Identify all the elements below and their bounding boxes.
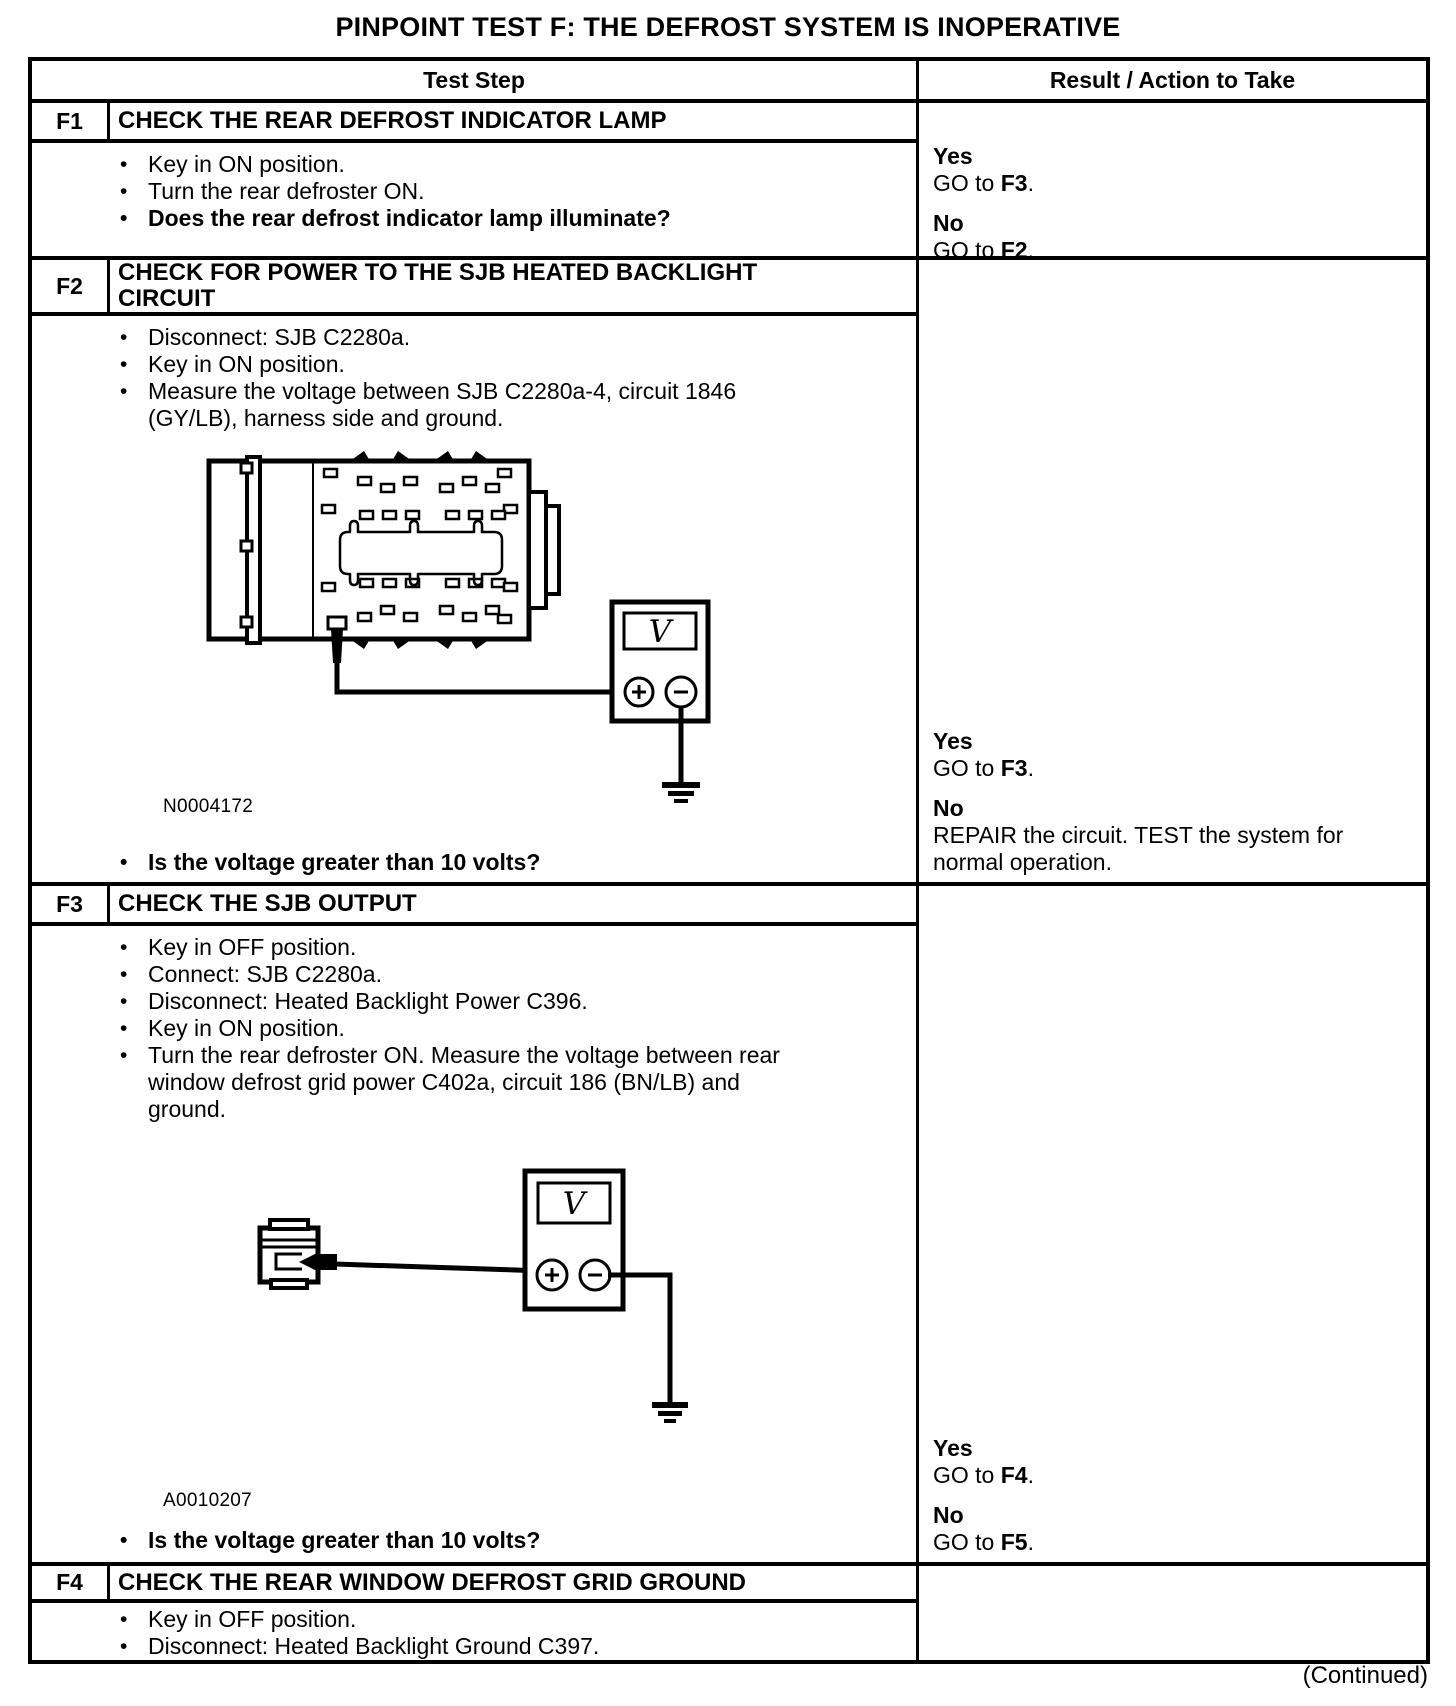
result-yes: Yes GO to F4. [933, 1435, 1034, 1488]
list-item: • Key in ON position. [120, 351, 345, 377]
bullet-marker: • [120, 207, 128, 230]
step-f1-title: CHECK THE REAR DEFROST INDICATOR LAMP [118, 107, 667, 134]
step-f3 [32, 882, 1426, 1562]
step-f3-title-row [32, 886, 916, 926]
list-item: • Connect: SJB C2280a. [120, 961, 382, 987]
voltmeter [525, 1171, 623, 1309]
ground-symbol [652, 1402, 688, 1423]
sjb-connector-voltmeter-figure [200, 449, 720, 819]
column-header-test-step: Test Step [423, 66, 525, 93]
column-header-result-action: Result / Action to Take [916, 61, 1426, 99]
bullet-marker: • [120, 380, 128, 403]
step-f4-title-row [32, 1566, 916, 1603]
step-f4 [32, 1562, 1426, 1660]
bullet-marker: • [120, 936, 128, 959]
step-f2 [32, 256, 1426, 882]
bullet-marker: • [120, 1608, 128, 1631]
bullet-marker: • [120, 963, 128, 986]
list-item: • Measure the voltage between SJB C2280a-4, circuit 1846 (GY/LB), harness side and ground. [120, 378, 737, 431]
list-item: • Key in OFF position. [120, 934, 357, 960]
step-f4-result-cell [916, 1566, 1426, 1660]
bullet-marker: • [120, 353, 128, 376]
grid-connector-voltmeter-figure [255, 1166, 695, 1438]
test-lead-wire [337, 659, 625, 692]
plus-terminal [625, 678, 653, 706]
list-item: • Turn the rear defroster ON. [120, 178, 425, 204]
step-f4-instructions [32, 1603, 916, 1660]
voltmeter [612, 602, 708, 721]
step-f4-test-column [32, 1566, 916, 1660]
step-f4-id: F4 [32, 1566, 110, 1599]
list-item: • Key in ON position. [120, 151, 345, 177]
list-item: • Turn the rear defroster ON. Measure the voltage between rear window defrost grid power C402a, circuit 186 (BN/LB) and ground. [120, 1042, 780, 1122]
grid-power-connector [260, 1220, 318, 1288]
voltmeter-symbol: V [648, 614, 672, 650]
step-f3-result-cell [916, 886, 1426, 1562]
result-no: No GO to F5. [933, 1502, 1034, 1555]
step-f2-result-cell [916, 260, 1426, 882]
bullet-marker: • [120, 1044, 128, 1067]
plus-terminal [537, 1260, 567, 1290]
step-f1-title-row [32, 103, 916, 143]
result-no: No REPAIR the circuit. TEST the system for normal operation. [933, 795, 1344, 875]
step-f3-instructions [32, 926, 916, 1562]
step-f2-title: CHECK FOR POWER TO THE SJB HEATED BACKLIGHT CIRCUIT [118, 259, 758, 312]
bullet-marker: • [120, 1017, 128, 1040]
step-f2-question: • Is the voltage greater than 10 volts? [120, 849, 541, 875]
list-item: • Disconnect: SJB C2280a. [120, 324, 411, 350]
figure-label: A0010207 [163, 1490, 253, 1511]
step-f1-id: F1 [32, 103, 110, 139]
list-item: • Key in OFF position. [120, 1606, 357, 1632]
table-header-row [32, 61, 1426, 99]
list-item-question: • Does the rear defrost indicator lamp illuminate? [120, 205, 671, 231]
pinpoint-test-table [28, 57, 1430, 1664]
list-item: • Key in ON position. [120, 1015, 345, 1041]
step-f2-instructions [32, 316, 916, 882]
step-f4-title: CHECK THE REAR WINDOW DEFROST GRID GROUND [118, 1568, 746, 1596]
step-f1-test-column [32, 103, 916, 256]
minus-terminal [580, 1260, 610, 1290]
bullet-marker: • [120, 851, 128, 874]
page-title: PINPOINT TEST F: THE DEFROST SYSTEM IS INOPERATIVE [335, 12, 1121, 42]
test-probe [331, 629, 343, 663]
step-f3-id: F3 [32, 886, 110, 922]
step-f3-title: CHECK THE SJB OUTPUT [118, 890, 417, 917]
figure-label: N0004172 [163, 796, 254, 817]
bullet-marker: • [120, 990, 128, 1013]
step-f2-id: F2 [32, 260, 110, 312]
test-lead-wire [335, 1264, 545, 1271]
bullet-marker: • [120, 180, 128, 203]
result-no: No GO to F2. [933, 210, 1034, 263]
bullet-marker: • [120, 153, 128, 176]
step-f1-result-cell [916, 103, 1426, 263]
step-f3-test-column [32, 886, 916, 1562]
list-item: • Disconnect: Heated Backlight Power C396. [120, 988, 588, 1014]
minus-terminal [666, 677, 696, 707]
step-f3-question: • Is the voltage greater than 10 volts? [120, 1527, 541, 1553]
step-f1-instructions [32, 143, 916, 256]
bullet-marker: • [120, 326, 128, 349]
step-f2-title-row [32, 260, 916, 316]
step-f2-test-column [32, 260, 916, 882]
continued-note: (Continued) [1302, 1662, 1428, 1689]
step-f1 [32, 99, 1426, 263]
result-yes: Yes GO to F3. [933, 143, 1034, 196]
bullet-marker: • [120, 1529, 128, 1552]
list-item: • Disconnect: Heated Backlight Ground C397. [120, 1633, 600, 1659]
result-yes: Yes GO to F3. [933, 728, 1034, 781]
sjb-connector [209, 451, 559, 649]
bullet-marker: • [120, 1635, 128, 1658]
voltmeter-symbol: V [562, 1186, 586, 1222]
